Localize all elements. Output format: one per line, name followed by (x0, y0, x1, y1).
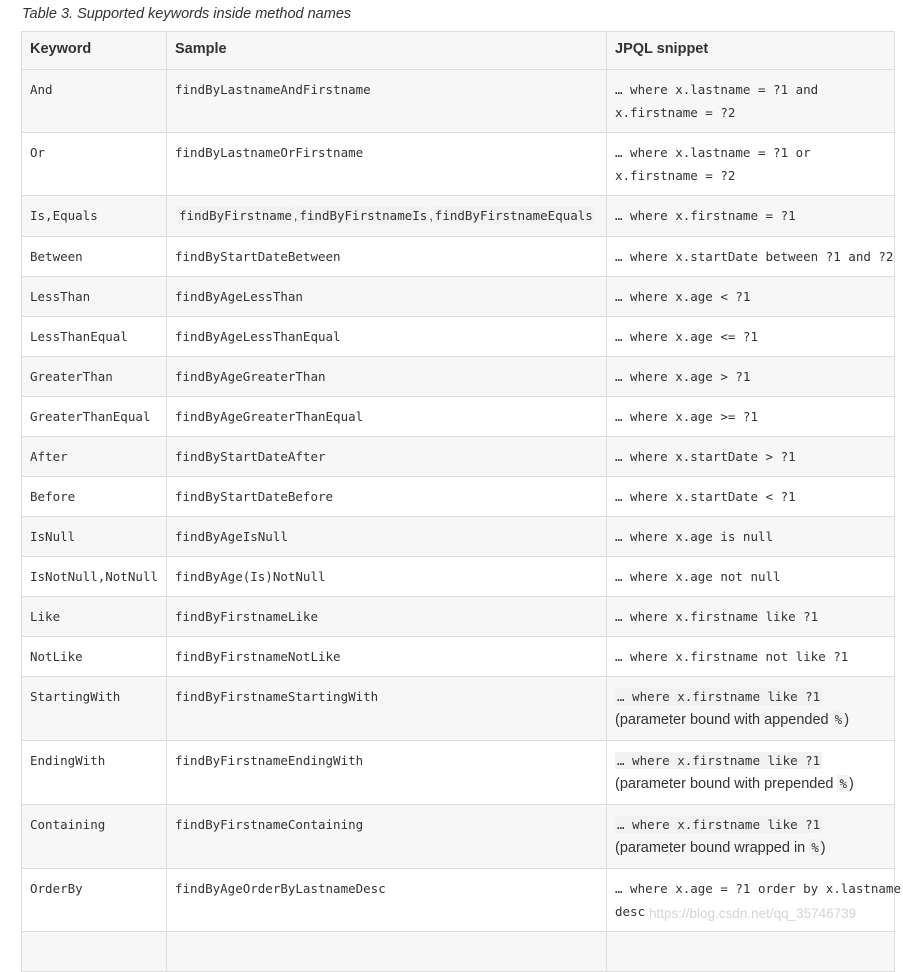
sample-cell: findByAgeGreaterThan (167, 357, 607, 397)
sample-cell (167, 196, 607, 237)
jpql-text: x.firstname = ?2 (615, 105, 736, 120)
jpql-cell: … where x.age < ?1 (607, 277, 895, 317)
sample-cell: findByFirstnameLike (167, 597, 607, 637)
sample-cell: findByAgeOrderByLastnameDesc (167, 869, 607, 932)
jpql-cell (607, 741, 895, 805)
jpql-note: ) (849, 776, 854, 792)
jpql-text: … where x.lastname = ?1 or (615, 145, 811, 160)
sample-cell (167, 932, 607, 972)
jpql-cell (607, 869, 901, 932)
table-row (22, 237, 895, 277)
jpql-code: … where x.firstname like ?1 (617, 689, 821, 704)
table-caption: Table 3. Supported keywords inside method names (22, 6, 352, 22)
jpql-cell (607, 932, 895, 972)
jpql-note: (parameter bound with prepended (615, 776, 838, 792)
jpql-cell: … where x.age >= ?1 (607, 397, 895, 437)
keyword-cell: Containing (22, 805, 167, 869)
table-row (22, 357, 895, 397)
sample-code: findByFirstnameIs (299, 208, 428, 223)
table-row (22, 437, 895, 477)
keyword-cell: LessThanEqual (22, 317, 167, 357)
jpql-cell: … where x.age not null (607, 557, 895, 597)
jpql-text: desc (615, 904, 646, 919)
keyword-cell: IsNull (22, 517, 167, 557)
table-row (22, 557, 895, 597)
keyword-cell: NotLike (22, 637, 167, 677)
jpql-note: (parameter bound wrapped in (615, 840, 810, 856)
table-row (22, 397, 895, 437)
table-row (22, 277, 895, 317)
jpql-code: … where x.firstname like ?1 (617, 753, 821, 768)
table-row (22, 932, 895, 972)
jpql-cell (607, 70, 895, 133)
table-row (22, 196, 895, 237)
sample-cell: findByFirstnameEndingWith (167, 741, 607, 805)
keyword-cell: And (22, 70, 167, 133)
jpql-cell: … where x.startDate < ?1 (607, 477, 895, 517)
table-row (22, 133, 895, 196)
jpql-cell: … where x.firstname = ?1 (607, 196, 895, 237)
table-row (22, 70, 895, 133)
watermark: https://blog.csdn.net/qq_35746739 (649, 906, 857, 921)
keyword-cell: Or (22, 133, 167, 196)
sample-cell: findByFirstnameContaining (167, 805, 607, 869)
jpql-text: … where x.lastname = ?1 and (615, 82, 819, 97)
keyword-cell: EndingWith (22, 741, 167, 805)
keyword-cell: StartingWith (22, 677, 167, 741)
sample-cell: findByAgeLessThan (167, 277, 607, 317)
sample-cell: findByAgeGreaterThanEqual (167, 397, 607, 437)
sample-code: findByFirstname (179, 208, 292, 223)
table-row (22, 477, 895, 517)
jpql-note-code: % (811, 840, 819, 855)
keyword-cell: OrderBy (22, 869, 167, 932)
jpql-note: ) (844, 712, 850, 728)
jpql-note-code: % (839, 776, 848, 791)
table-row (22, 317, 895, 357)
jpql-code: … where x.firstname like ?1 (617, 817, 821, 832)
jpql-text: x.firstname = ?2 (615, 168, 736, 183)
keyword-cell: Is,Equals (22, 196, 167, 237)
keyword-cell: Between (22, 237, 167, 277)
jpql-note-code: % (834, 712, 843, 727)
jpql-note: ) (820, 840, 826, 856)
keywords-table (21, 31, 901, 972)
sample-cell: findByStartDateBefore (167, 477, 607, 517)
jpql-cell: … where x.firstname like ?1 (607, 597, 895, 637)
separator: , (429, 209, 433, 223)
keyword-cell: GreaterThan (22, 357, 167, 397)
jpql-cell: … where x.age <= ?1 (607, 317, 895, 357)
separator: , (293, 209, 298, 223)
jpql-cell: … where x.age is null (607, 517, 895, 557)
table-row (22, 637, 895, 677)
sample-cell: findByLastnameAndFirstname (167, 70, 607, 133)
table-header-row (22, 32, 895, 70)
table-row (22, 677, 895, 741)
header-keyword: Keyword (22, 32, 167, 70)
table-row (22, 741, 895, 805)
jpql-cell: … where x.startDate between ?1 and ?2 (607, 237, 895, 277)
header-sample: Sample (167, 32, 607, 70)
keyword-cell: Like (22, 597, 167, 637)
sample-cell: findByStartDateBetween (167, 237, 607, 277)
table-row (22, 597, 895, 637)
sample-cell: findByFirstnameStartingWith (167, 677, 607, 741)
keyword-cell: After (22, 437, 167, 477)
keyword-cell: Before (22, 477, 167, 517)
sample-cell: findByAge(Is)NotNull (167, 557, 607, 597)
jpql-cell: … where x.age > ?1 (607, 357, 895, 397)
keyword-cell: LessThan (22, 277, 167, 317)
jpql-note: (parameter bound with appended (615, 712, 833, 728)
keyword-cell (22, 932, 167, 972)
jpql-cell: … where x.firstname not like ?1 (607, 637, 895, 677)
sample-code: findByFirstnameEquals (434, 208, 593, 223)
jpql-text: … where x.age = ?1 order by x.lastname (615, 881, 901, 896)
table-row (22, 517, 895, 557)
sample-cell: findByAgeIsNull (167, 517, 607, 557)
sample-cell: findByFirstnameNotLike (167, 637, 607, 677)
sample-cell: findByLastnameOrFirstname (167, 133, 607, 196)
keyword-cell: GreaterThanEqual (22, 397, 167, 437)
sample-cell: findByAgeLessThanEqual (167, 317, 607, 357)
jpql-cell (607, 133, 895, 196)
table-row (22, 869, 895, 932)
keyword-cell: IsNotNull,NotNull (22, 557, 167, 597)
sample-cell: findByStartDateAfter (167, 437, 607, 477)
jpql-cell (607, 805, 895, 869)
table-row (22, 805, 895, 869)
jpql-cell: … where x.startDate > ?1 (607, 437, 895, 477)
header-jpql-snippet: JPQL snippet (607, 32, 895, 70)
jpql-cell (607, 677, 895, 741)
